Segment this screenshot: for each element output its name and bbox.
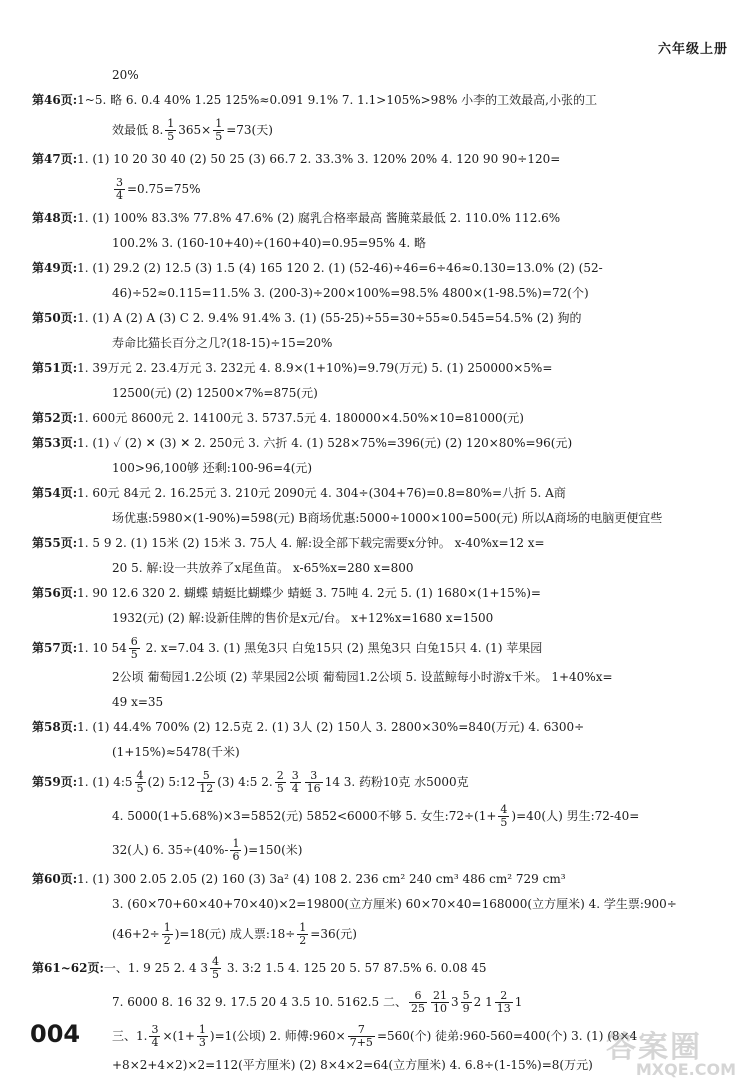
- answer-text: 1. (1) ✓ (2) ✕ (3) ✕ 2. 250元 3. 六折 4. (1) 528×75%=396(元) (2) 120×80%=96(元): [77, 436, 573, 450]
- answer-line-p61-62: [32, 951, 722, 985]
- answer-text: 4. 5000(1+5.68%)×3=5852(元) 5852<6000不够 5. 女生:72÷(1+: [112, 809, 497, 823]
- fraction: $\frac{7}{7+5}$: [349, 1023, 373, 1049]
- page-label: 第47页:: [32, 152, 78, 166]
- answer-line-p58: [32, 715, 722, 740]
- answer-text: 1. (1) A (2) A (3) C 2. 9.4% 91.4% 3. (1) (55-25)÷55=30÷55≈0.545=54.5% (2) 狗的: [77, 311, 582, 325]
- page-label: 第61~62页:: [32, 961, 104, 975]
- answer-line: [32, 892, 722, 917]
- fraction: $\frac{3}{4}$: [116, 176, 123, 202]
- answer-text: 49 x=35: [112, 695, 164, 709]
- answer-text: (3) 4:5 2.: [217, 775, 273, 789]
- answer-text: 效最低 8.: [112, 123, 164, 137]
- page-label: 第50页:: [32, 311, 78, 325]
- page-label: 第53页:: [32, 436, 78, 450]
- answer-line: [32, 113, 722, 147]
- answer-text: 2. x=7.04 3. (1) 黑兔3只 白兔15只 (2) 黑兔3只 白兔15只 4. (1) 苹果园: [141, 641, 543, 655]
- answer-line: [32, 231, 722, 256]
- page-label: 第58页:: [32, 720, 78, 734]
- answer-text: 三、1.: [112, 1029, 148, 1043]
- fraction: $\frac{21}{10}$: [432, 989, 447, 1015]
- answer-line-p53: [32, 431, 722, 456]
- page-label: 第46页:: [32, 93, 78, 107]
- answer-text: 一、1. 9 25 2. 4 3: [103, 961, 209, 975]
- answer-text: )=18(元) 成人票:18÷: [174, 927, 296, 941]
- fraction: $\frac{6}{25}$: [410, 989, 425, 1015]
- fraction: $\frac{3}{16}$: [306, 769, 321, 795]
- answer-text: 1. 90 12.6 320 2. 蝴蝶 蜻蜓比蝴蝶少 蜻蜓 3. 75吨 4. 2元 5. (1) 1680×(1+15%)=: [77, 586, 541, 600]
- watermark-text: 答案圈: [606, 1030, 702, 1065]
- answer-line-p60: [32, 867, 722, 892]
- answer-text: )=40(人) 男生:72-40=: [511, 809, 640, 823]
- answer-line: [32, 63, 722, 88]
- watermark-logo: [606, 1022, 736, 1079]
- page-number: 004: [30, 1020, 81, 1048]
- watermark-url: MXQE.COM: [635, 1060, 736, 1079]
- page-label: 第57页:: [32, 641, 78, 655]
- fraction: $\frac{4}{5}$: [136, 769, 144, 795]
- answer-line: [32, 381, 722, 406]
- answer-key-content: [32, 63, 722, 1078]
- answer-text: (46+2÷: [112, 927, 160, 941]
- answer-text: ×(1+: [162, 1029, 195, 1043]
- answer-text: 2 1: [473, 995, 493, 1009]
- answer-line: [32, 665, 722, 690]
- answer-line-p54: [32, 481, 722, 506]
- answer-text: =73(天): [226, 123, 273, 137]
- answer-text: 32(人) 6. 35÷(40%-: [112, 843, 229, 857]
- answer-line: [32, 985, 722, 1019]
- answer-line: [32, 833, 722, 867]
- answer-text: 1. (1) 300 2.05 2.05 (2) 160 (3) 3a² (4) 108 2. 236 cm² 240 cm³ 486 cm² 729 cm³: [77, 872, 566, 886]
- fraction: $\frac{3}{4}$: [291, 769, 299, 795]
- answer-line-p50: [32, 306, 722, 331]
- fraction: $\frac{3}{4}$: [151, 1023, 159, 1049]
- answer-line: [32, 556, 722, 581]
- fraction: $\frac{1}{5}$: [215, 117, 223, 143]
- answer-line-p57: [32, 631, 722, 665]
- answer-line-p51: [32, 356, 722, 381]
- answer-text: 7. 6000 8. 16 32 9. 17.5 20 4 3.5 10. 5162.5 二、: [112, 995, 407, 1009]
- answer-line: [32, 506, 722, 531]
- answer-text: +8×2+4×2)×2=112(平方厘米) (2) 8×4×2=64(立方厘米) 4. 6.8÷(1-15%)=8(万元): [112, 1058, 593, 1072]
- answer-text: 1. (1) 100% 83.3% 77.8% 47.6% (2) 腐乳合格率最高 酱腌菜最低 2. 110.0% 112.6%: [77, 211, 561, 225]
- answer-line: [32, 799, 722, 833]
- page-label: 第54页:: [32, 486, 78, 500]
- answer-line-p59: [32, 765, 722, 799]
- answer-line-p48: [32, 206, 722, 231]
- answer-text: =0.75=75%: [127, 182, 201, 196]
- answer-text: 365×: [178, 123, 212, 137]
- page-label: 第60页:: [32, 872, 78, 886]
- fraction: $\frac{1}{3}$: [198, 1023, 206, 1049]
- answer-text: 场优惠:5980×(1-90%)=598(元) B商场优惠:5000÷1000×100=500(元) 所以A商场的电脑更便宜些: [112, 511, 663, 525]
- answer-text: 1. 600元 8600元 2. 14100元 3. 5737.5元 4. 180000×4.50%×10=81000(元): [77, 411, 524, 425]
- answer-text: 3. (60×70+60×40+70×40)×2=19800(立方厘米) 60×70×40=168000(立方厘米) 4. 学生票:900÷: [112, 897, 677, 911]
- answer-line: [32, 456, 722, 481]
- fraction: $\frac{1}{2}$: [299, 921, 307, 947]
- fraction: $\frac{1}{6}$: [232, 837, 240, 863]
- answer-line: [32, 917, 722, 951]
- answer-text: 2公顷 葡萄园1.2公顷 (2) 苹果园2公顷 葡萄园1.2公顷 5. 设蓝鲸每小时游x千米。 1+40%x=: [112, 670, 613, 684]
- answer-text: 1: [514, 995, 523, 1009]
- answer-text: 12500(元) (2) 12500×7%=875(元): [112, 386, 318, 400]
- grade-header: 六年级上册: [657, 42, 728, 57]
- answer-text: 14 3. 药粉10克 水5000克: [324, 775, 469, 789]
- answer-text: 100.2% 3. (160-10+40)÷(160+40)=0.95=95% 4. 略: [112, 236, 426, 250]
- answer-text: 3. 3:2 1.5 4. 125 20 5. 57 87.5% 6. 0.08 45: [223, 961, 487, 975]
- fraction: $\frac{4}{5}$: [212, 955, 220, 981]
- answer-text: )=1(公顷) 2. 师傅:960×: [209, 1029, 346, 1043]
- fraction: $\frac{6}{5}$: [130, 635, 138, 661]
- page-label: 第51页:: [32, 361, 78, 375]
- answer-text: 1. (1) 4:5: [77, 775, 133, 789]
- answer-text: 1. 10 54: [77, 641, 127, 655]
- answer-text: 1932(元) (2) 解:设新佳牌的售价是x元/台。 x+12%x=1680 x=1500: [112, 611, 494, 625]
- answer-line: [32, 740, 722, 765]
- answer-text: 20 5. 解:设一共放养了x尾鱼苗。 x-65%x=280 x=800: [112, 561, 414, 575]
- answer-line: [32, 690, 722, 715]
- page-label: 第52页:: [32, 411, 78, 425]
- answer-text: =36(元): [310, 927, 357, 941]
- fraction: $\frac{4}{5}$: [500, 803, 508, 829]
- answer-line: [32, 331, 722, 356]
- answer-line: [32, 606, 722, 631]
- answer-line: [32, 281, 722, 306]
- answer-text: 1. 39万元 2. 23.4万元 3. 232元 4. 8.9×(1+10%)=9.79(万元) 5. (1) 250000×5%=: [77, 361, 553, 375]
- page-label: 第59页:: [32, 775, 78, 789]
- fraction: $\frac{2}{13}$: [496, 989, 511, 1015]
- answer-text: (2) 5:12: [147, 775, 196, 789]
- answer-line-p55: [32, 531, 722, 556]
- answer-text: 1. 5 9 2. (1) 15米 (2) 15米 3. 75人 4. 解:设全部下载完需要x分钟。 x-40%x=12 x=: [77, 536, 545, 550]
- answer-line-p47: [32, 147, 722, 172]
- answer-text: 1. (1) 29.2 (2) 12.5 (3) 1.5 (4) 165 120 2. (1) (52-46)÷46=6÷46≈0.130=13.0% (2) (52-: [77, 261, 603, 275]
- page-label: 第56页:: [32, 586, 78, 600]
- page-label: 第48页:: [32, 211, 78, 225]
- answer-text: 20%: [112, 68, 139, 82]
- answer-line: [32, 172, 722, 206]
- page-label: 第49页:: [32, 261, 78, 275]
- answer-text: 1. (1) 10 20 30 40 (2) 50 25 (3) 66.7 2. 33.3% 3. 120% 20% 4. 120 90 90÷120=: [77, 152, 561, 166]
- fraction: $\frac{1}{5}$: [167, 117, 175, 143]
- answer-line-p46: [32, 88, 722, 113]
- answer-text: =560(个) 徒弟:960-560=400(个) 3. (1) (8×4: [376, 1029, 638, 1043]
- answer-text: 1~5. 略 6. 0.4 40% 1.25 125%≈0.091 9.1% 7. 1.1>105%>98% 小李的工效最高,小张的工: [77, 93, 597, 107]
- page-label: 第55页:: [32, 536, 78, 550]
- fraction: $\frac{2}{5}$: [276, 769, 284, 795]
- answer-line-p52: [32, 406, 722, 431]
- answer-text: 1. (1) 44.4% 700% (2) 12.5克 2. (1) 3人 (2) 150人 3. 2800×30%=840(万元) 4. 6300÷: [77, 720, 585, 734]
- answer-text: 1. 60元 84元 2. 16.25元 3. 210元 2090元 4. 304÷(304+76)=0.8=80%=八折 5. A商: [77, 486, 566, 500]
- fraction: $\frac{1}{2}$: [163, 921, 171, 947]
- answer-text: 寿命比猫长百分之几?(18-15)÷15=20%: [112, 336, 333, 350]
- answer-text: 100>96,100够 还剩:100-96=4(元): [112, 461, 313, 475]
- answer-text: )=150(米): [243, 843, 303, 857]
- answer-text: 3: [450, 995, 459, 1009]
- answer-line-p56: [32, 581, 722, 606]
- answer-text: (1+15%)≈5478(千米): [112, 745, 240, 759]
- fraction: $\frac{5}{9}$: [462, 989, 470, 1015]
- fraction: $\frac{5}{12}$: [199, 769, 214, 795]
- answer-line-p49: [32, 256, 722, 281]
- answer-text: 46)÷52≈0.115=11.5% 3. (200-3)÷200×100%=98.5% 4800×(1-98.5%)=72(个): [112, 286, 589, 300]
